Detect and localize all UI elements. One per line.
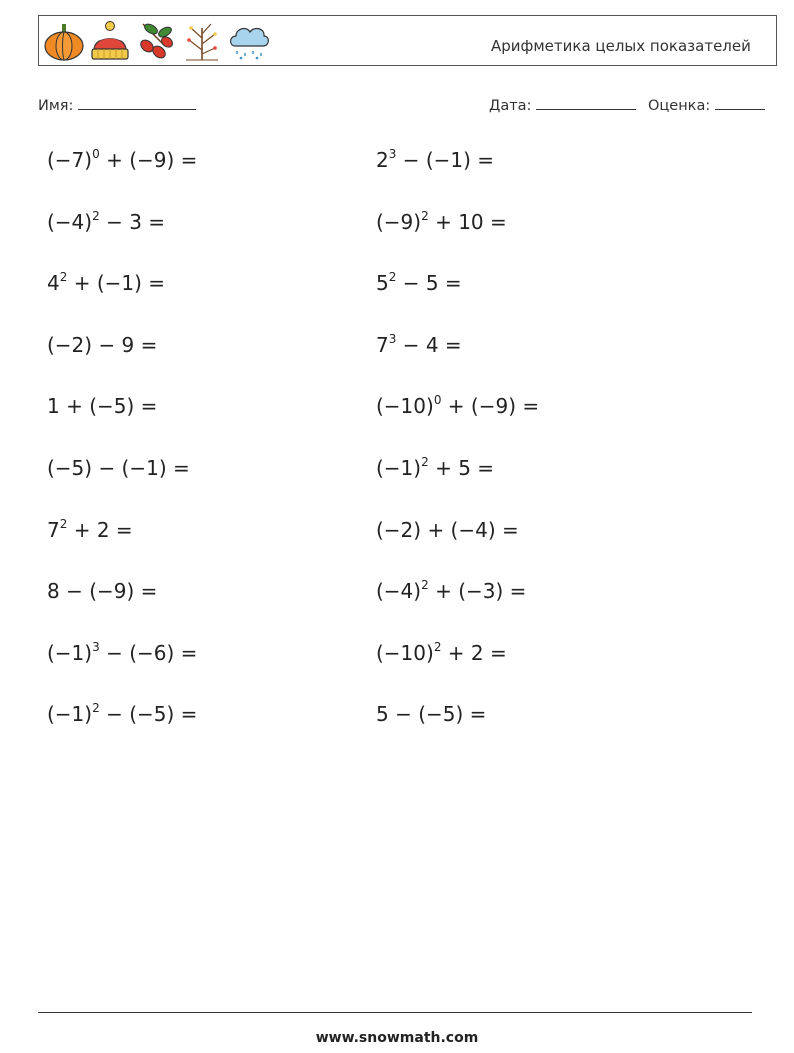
problem-rest: + (−9) = [441, 394, 540, 419]
problem-3 [47, 210, 165, 234]
header-box [38, 15, 777, 66]
pumpkin-icon [43, 20, 85, 62]
problem-base: (−4) [376, 579, 422, 604]
bare-branch-icon [181, 20, 223, 62]
problem-rest: − 4 = [396, 332, 462, 357]
problem-6 [376, 271, 462, 295]
rain-cloud-icon [227, 20, 271, 62]
problem-rest: − (−1) = [396, 148, 495, 172]
problem-exponent: 2 [59, 516, 68, 531]
problem-13 [47, 518, 133, 542]
problem-exponent: 0 [433, 393, 442, 408]
problem-exponent: 2 [92, 208, 100, 223]
problem-11 [47, 456, 190, 480]
problem-base: (−5) − (−1) = [47, 456, 190, 480]
problem-rest: + 2 = [441, 640, 507, 665]
problem-16 [376, 579, 526, 603]
date-field [489, 95, 636, 114]
problem-20 [376, 702, 486, 726]
grade-blank[interactable] [715, 95, 765, 110]
name-label: Имя: [38, 98, 74, 114]
problem-base: (−1) [47, 640, 93, 665]
problem-exponent: 2 [59, 270, 68, 285]
problem-base: 1 + (−5) = [47, 394, 158, 419]
problem-rest: + 5 = [428, 456, 495, 480]
header-icons [43, 20, 271, 64]
problem-exponent: 2 [421, 208, 429, 223]
problem-1 [47, 148, 197, 172]
problem-base: 4 [47, 271, 60, 296]
problem-exponent: 2 [421, 578, 429, 593]
problem-base: (−9) [376, 209, 422, 234]
name-blank[interactable] [78, 95, 196, 110]
date-blank[interactable] [536, 95, 636, 110]
problem-8 [376, 333, 462, 357]
problem-10 [376, 394, 539, 418]
problem-base: 5 [376, 271, 389, 296]
problem-exponent: 2 [92, 701, 100, 716]
problem-exponent: 3 [388, 331, 397, 346]
problem-19 [47, 702, 197, 726]
problem-7 [47, 333, 157, 357]
problem-rest: − (−6) = [99, 640, 198, 665]
grade-field [648, 95, 765, 114]
problem-base: (−4) [47, 209, 93, 234]
problem-exponent: 3 [92, 639, 100, 654]
knit-hat-icon [89, 20, 131, 62]
problem-9 [47, 394, 157, 418]
problem-base: 7 [376, 332, 389, 357]
name-field [38, 95, 196, 114]
problem-base: 7 [47, 517, 60, 542]
problem-exponent: 3 [388, 147, 397, 161]
footer-url: www.snowmath.com [315, 1030, 479, 1046]
problem-rest: + 2 = [67, 517, 133, 542]
problem-14 [376, 518, 519, 542]
problem-2 [376, 148, 494, 172]
problem-rest: + 10 = [428, 209, 507, 234]
worksheet-title: Арифметика целых показателей [491, 37, 751, 55]
problem-base: 2 [376, 148, 389, 172]
problem-base: 5 − (−5) = [376, 702, 487, 727]
problem-exponent: 2 [388, 270, 397, 285]
problem-18 [376, 641, 507, 665]
problem-rest: − 3 = [99, 209, 166, 234]
problem-rest: + (−3) = [428, 579, 527, 604]
problem-base: (−10) [376, 394, 434, 419]
problem-base: (−7) [47, 148, 93, 172]
problem-17 [47, 641, 197, 665]
problem-15 [47, 579, 157, 603]
problem-rest: − 5 = [396, 271, 462, 296]
rosehip-berries-icon [135, 20, 177, 62]
problem-exponent: 2 [433, 639, 442, 654]
problem-5 [47, 271, 165, 295]
problem-base: (−1) [47, 702, 93, 727]
problem-12 [376, 456, 494, 480]
problem-exponent: 2 [421, 455, 429, 469]
problem-base: (−2) − 9 = [47, 332, 158, 357]
footer-divider [38, 1012, 752, 1013]
problem-4 [376, 210, 507, 234]
problem-base: 8 − (−9) = [47, 579, 158, 604]
problem-base: (−10) [376, 640, 434, 665]
problem-base: (−2) + (−4) = [376, 517, 519, 542]
problem-rest: − (−5) = [99, 702, 198, 727]
problem-rest: + (−9) = [99, 148, 198, 172]
date-label: Дата: [489, 98, 532, 114]
problem-base: (−1) [376, 456, 422, 480]
grade-label: Оценка: [648, 98, 711, 114]
problem-rest: + (−1) = [67, 271, 166, 296]
problem-exponent: 0 [92, 147, 100, 161]
